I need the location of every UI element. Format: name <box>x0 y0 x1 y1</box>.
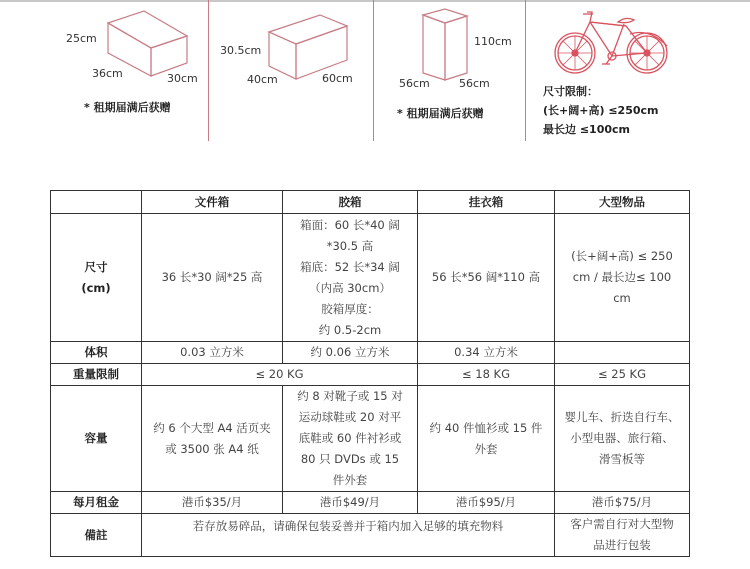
gift-note: * 租期届满后获赠 <box>84 101 171 114</box>
table-row-remarks <box>51 514 690 557</box>
wardrobe-box-icon <box>420 7 470 83</box>
spec-table <box>50 190 690 557</box>
capacity-document-box: 约 6 个大型 A4 活页夹 或 3500 张 A4 纸 <box>142 386 283 492</box>
rent-plastic-box: 港币$49/月 <box>283 492 418 514</box>
capacity-plastic-box: 约 8 对靴子或 15 对 运动球鞋或 20 对平 底鞋或 60 件衬衫或 80 只 DVDs 或 15 件外套 <box>283 386 418 492</box>
capacity-large-items: 婴儿车、折迭自行车、 小型电器、旅行箱、 滑雪板等 <box>555 386 690 492</box>
volume-document-box: 0.03 立方米 <box>142 342 283 364</box>
rent-wardrobe-box: 港币$95/月 <box>418 492 555 514</box>
illustration-divider <box>373 0 374 141</box>
remarks-boxes: 若存放易碎品，请确保包装妥善并于箱内加入足够的填充物料 <box>142 514 555 557</box>
table-header-row <box>51 191 690 214</box>
header-wardrobe-box: 挂衣箱 <box>418 191 555 214</box>
row-label-weight: 重量限制 <box>51 364 142 386</box>
row-label-remarks: 備註 <box>51 514 142 557</box>
table-row-rent <box>51 492 690 514</box>
header-document-box: 文件箱 <box>142 191 283 214</box>
header-plastic-box: 胶箱 <box>283 191 418 214</box>
wardrobe-box-height: 110cm <box>474 35 512 48</box>
row-label-size: 尺寸 (cm) <box>51 214 142 342</box>
volume-wardrobe-box: 0.34 立方米 <box>418 342 555 364</box>
size-wardrobe-box: 56 长*56 阔*110 高 <box>418 214 555 342</box>
plastic-box-width: 60cm <box>322 72 353 85</box>
rent-document-box: 港币$35/月 <box>142 492 283 514</box>
volume-large-items <box>555 342 690 364</box>
rent-large-items: 港币$75/月 <box>555 492 690 514</box>
size-large-items: (长+阔+高) ≤ 250 cm / 最长边≤ 100 cm <box>555 214 690 342</box>
top-border <box>0 0 750 2</box>
row-label-capacity: 容量 <box>51 386 142 492</box>
bicycle-icon <box>552 8 672 76</box>
illustration-divider <box>525 0 526 141</box>
header-large-items: 大型物品 <box>555 191 690 214</box>
size-plastic-box: 箱面：60 长*40 阔 *30.5 高 箱底：52 长*34 阔 （内高 30cm） 胶箱厚度： 约 0.5-2cm <box>283 214 418 342</box>
plastic-box-height: 30.5cm <box>220 44 262 57</box>
table-row-size <box>51 214 690 342</box>
table-row-volume <box>51 342 690 364</box>
remarks-large-items: 客户需自行对大型物 品进行包装 <box>555 514 690 557</box>
header-empty <box>51 191 142 214</box>
weight-large-items: ≤ 25 KG <box>555 364 690 386</box>
weight-wardrobe-box: ≤ 18 KG <box>418 364 555 386</box>
document-box-length: 36cm <box>92 67 123 80</box>
plastic-box-length: 40cm <box>247 73 278 86</box>
weight-document-plastic: ≤ 20 KG <box>142 364 418 386</box>
size-document-box: 36 长*30 阔*25 高 <box>142 214 283 342</box>
row-label-rent: 每月租金 <box>51 492 142 514</box>
capacity-wardrobe-box: 约 40 件恤衫或 15 件 外套 <box>418 386 555 492</box>
document-box-width: 30cm <box>167 72 198 85</box>
illustration-divider <box>208 0 209 141</box>
wardrobe-box-width: 56cm <box>459 77 490 90</box>
wardrobe-box-length: 56cm <box>399 77 430 90</box>
document-box-height: 25cm <box>66 32 97 45</box>
table-row-weight <box>51 364 690 386</box>
bicycle-size-limit: 尺寸限制： (长+阔+高) ≤250cm 最长边 ≤100cm <box>543 85 659 136</box>
table-row-capacity <box>51 386 690 492</box>
volume-plastic-box: 约 0.06 立方米 <box>283 342 418 364</box>
gift-note: * 租期届满后获赠 <box>397 107 484 120</box>
row-label-volume: 体积 <box>51 342 142 364</box>
